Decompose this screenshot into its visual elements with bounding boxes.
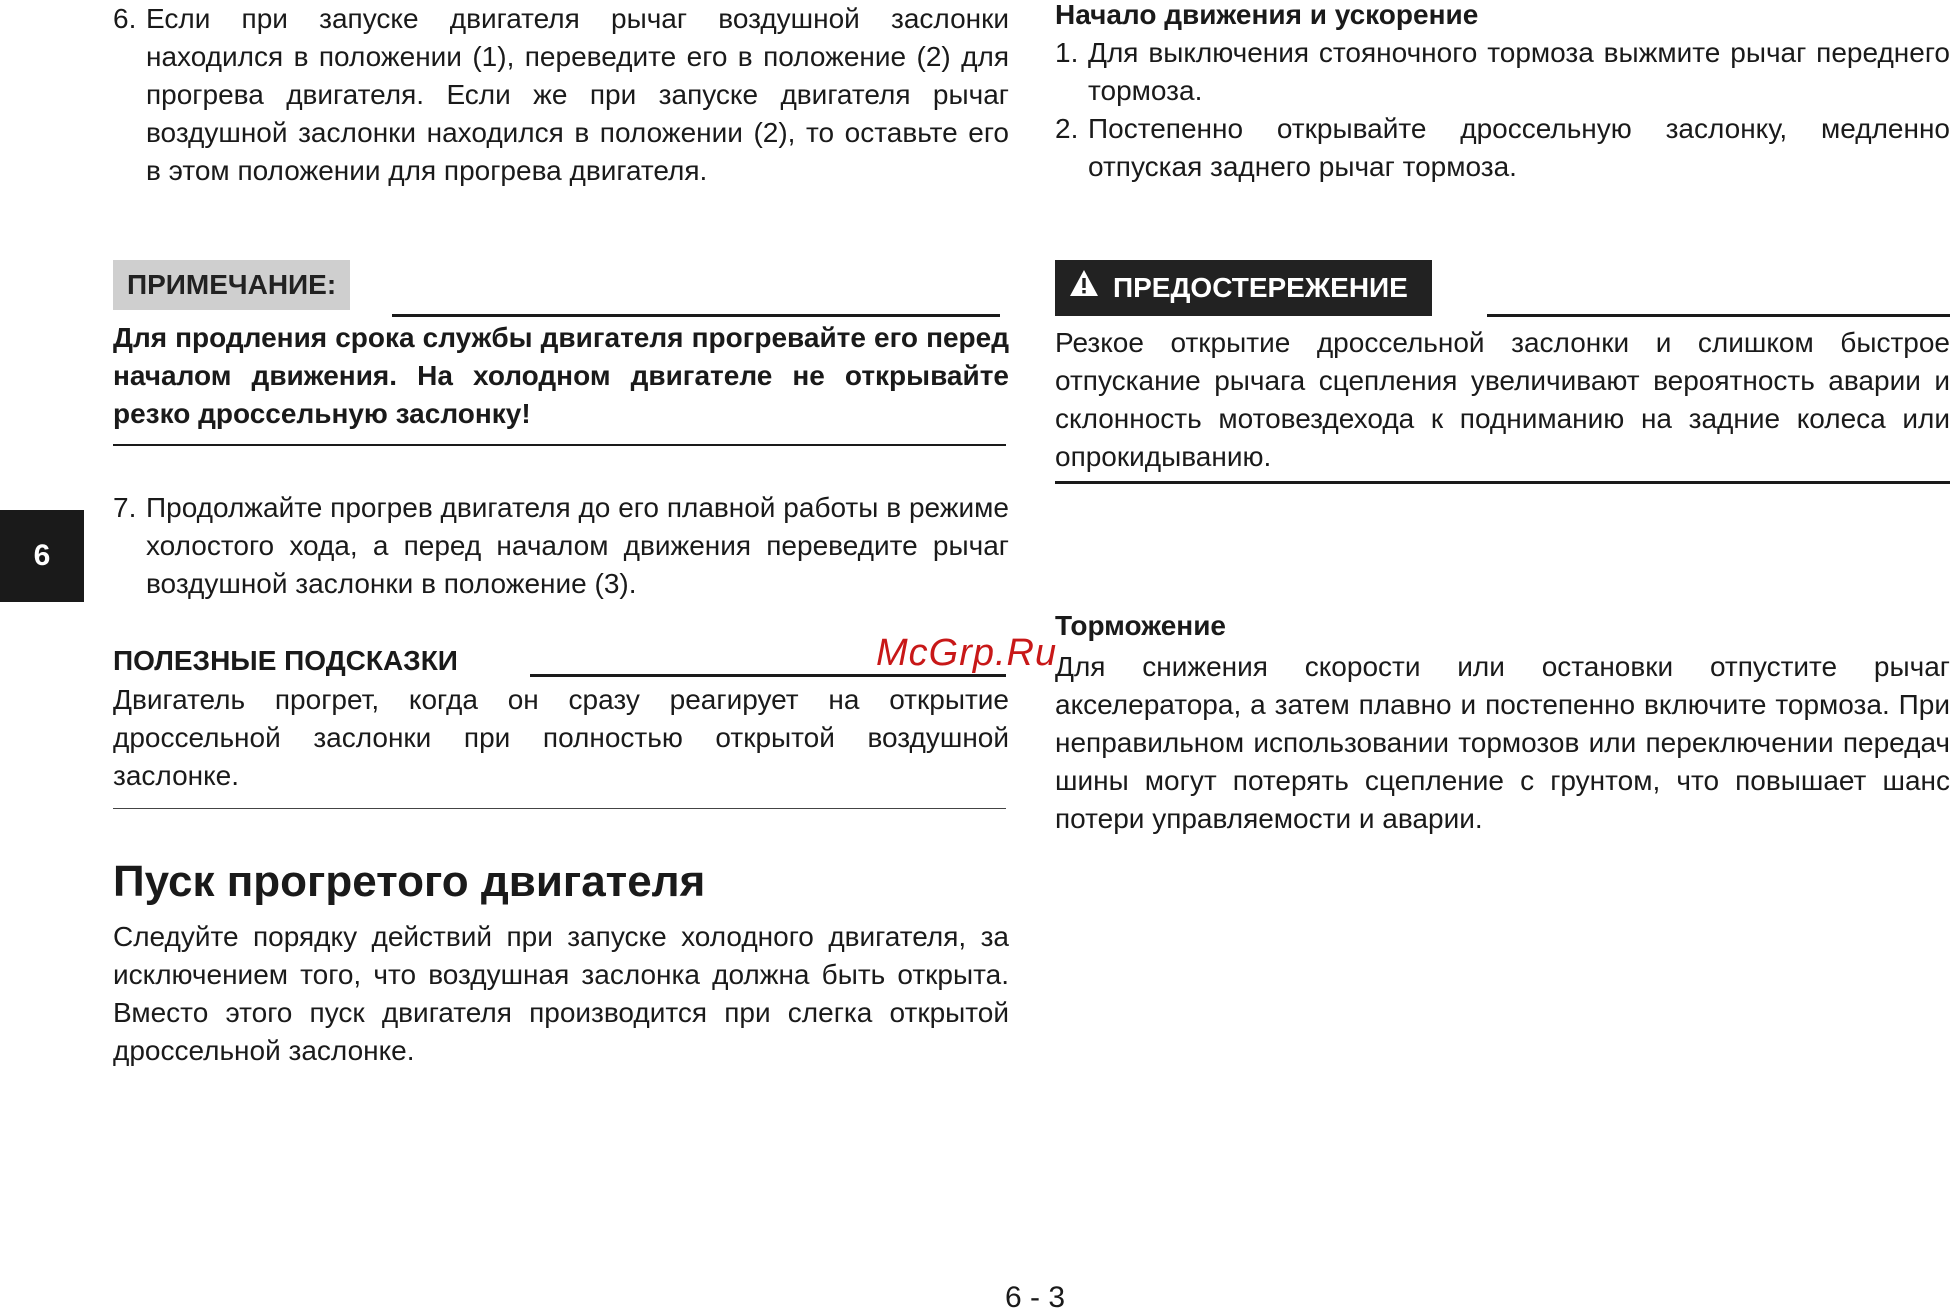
tips-rule-bottom — [113, 808, 1006, 809]
watermark: McGrp.Ru — [876, 632, 1058, 674]
warning-text: Резкое открытие дроссельной заслонки и слишком быстрое отпускание рычага сцепления увеличивают вероятность аварии и склонность мотовездехода к подниманию на задние колеса или опрокидыванию. — [1055, 327, 1950, 472]
list-number: 2. — [1055, 113, 1079, 144]
list-text: Для выключения стояночного тормоза выжмите рычаг переднего тормоза. — [1088, 37, 1950, 106]
warning-rule-top — [1487, 314, 1950, 317]
list-text: Если при запуске двигателя рычаг воздушной заслонки находился в положении (1), переведите его в положение (2) для прогрева двигателя. Если же при запуске двигателя рычаг воздушной заслонки находился в положении (2), то оставьте его в этом положении для прогрева двигателя. — [146, 3, 1009, 186]
note-text: Для продления срока службы двигателя прогревайте его перед началом движения. На холодном двигателе не открывайте резко дроссельную заслонку! — [113, 322, 1009, 429]
list-number: 7. — [113, 492, 137, 523]
note-rule-top — [392, 314, 1000, 317]
start-list-item-2 — [1055, 110, 1950, 186]
chapter-tab: 6 — [0, 510, 84, 602]
warning-triangle-icon — [1069, 260, 1099, 316]
note-label: ПРИМЕЧАНИЕ: — [113, 260, 350, 310]
list-item-6 — [113, 0, 1009, 190]
start-heading: Начало движения и ускорение — [1055, 0, 1479, 30]
tips-text: Двигатель прогрет, когда он сразу реагирует на открытие дроссельной заслонки при полностью открытой воздушной заслонке. — [113, 684, 1009, 791]
section-title: Пуск прогретого двигателя — [113, 857, 706, 906]
list-number: 1. — [1055, 37, 1079, 68]
list-text: Постепенно открывайте дроссельную заслонку, медленно отпуская заднего рычаг тормоза. — [1088, 113, 1950, 182]
list-number: 6. — [113, 3, 137, 34]
warning-label-text: ПРЕДОСТЕРЕЖЕНИЕ — [1113, 272, 1408, 303]
list-text: Продолжайте прогрев двигателя до его плавной работы в режиме холостого хода, а перед началом движения переведите рычаг воздушной заслонки в положение (3). — [146, 492, 1009, 599]
brake-heading: Торможение — [1055, 610, 1227, 641]
section-text: Следуйте порядку действий при запуске холодного двигателя, за исключением того, что воздушная заслонка должна быть открыта. Вместо этого пуск двигателя производится при слегка открытой дроссельной заслонке. — [113, 921, 1009, 1066]
warning-rule-bottom — [1055, 481, 1950, 484]
start-list-item-1 — [1055, 34, 1950, 110]
page-number: 6 - 3 — [1005, 1281, 1066, 1314]
tips-heading: ПОЛЕЗНЫЕ ПОДСКАЗКИ — [113, 645, 458, 676]
warning-label — [1055, 260, 1432, 316]
list-item-7 — [113, 489, 1009, 603]
note-rule-bottom — [113, 444, 1006, 446]
brake-text: Для снижения скорости или остановки отпустите рычаг акселератора, а затем плавно и постепенно включите тормоза. При неправильном использовании тормозов или переключении передач шины могут потерять сцепление с грунтом, что повышает шанс потери управляемости и аварии. — [1055, 651, 1950, 834]
